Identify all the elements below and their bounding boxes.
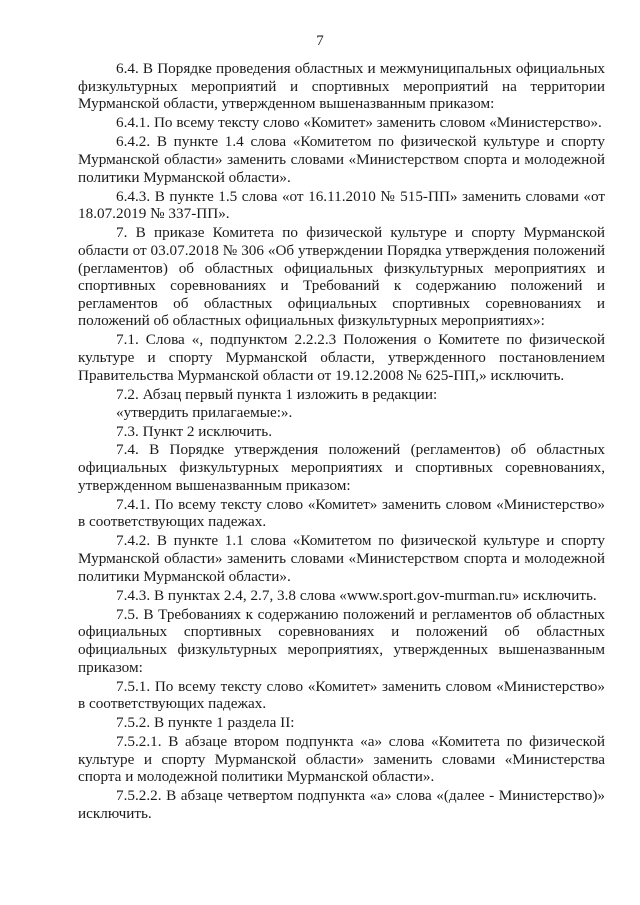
paragraph-7-4-1: 7.4.1. По всему тексту слово «Комитет» заменить словом «Министерство» в соответствующих падежах. — [78, 495, 605, 531]
paragraph-7-2-quote: «утвердить прилагаемые:». — [116, 404, 293, 422]
paragraph-6-4-2: 6.4.2. В пункте 1.4 слова «Комитетом по физической культуре и спорту Мурманской области» заменить словами «Министерством спорта и молодежной политики Мурманской области». — [78, 133, 605, 186]
paragraph-6-4-1: 6.4.1. По всему тексту слово «Комитет» заменить словом «Министерство». — [116, 114, 602, 132]
paragraph-6-4: 6.4. В Порядке проведения областных и межмуниципальных официальных физкультурных мероприятий и спортивных мероприятий на территории Мурманской области, утвержденном вышеназванным приказом: — [78, 60, 605, 113]
paragraph-6-4-3: 6.4.3. В пункте 1.5 слова «от 16.11.2010 № 515-ПП» заменить словами «от 18.07.2019 № 337-ПП». — [78, 187, 605, 223]
paragraph-7-5-2-2: 7.5.2.2. В абзаце четвертом подпункта «а» слова «(далее - Министерство)» исключить. — [78, 787, 605, 822]
paragraph-7-5: 7.5. В Требованиях к содержанию положений и регламентов об областных официальных спортивных соревнованиях и положений об областных официальных физкультурных мероприятиях, утвержденных вышеназванным приказом: — [78, 605, 605, 676]
paragraph-7-4-2: 7.4.2. В пункте 1.1 слова «Комитетом по физической культуре и спорту Мурманской области» заменить словами «Министерством спорта и молодежной политики Мурманской области». — [78, 532, 605, 585]
paragraph-7-3: 7.3. Пункт 2 исключить. — [116, 422, 272, 440]
paragraph-7-1: 7.1. Слова «, подпунктом 2.2.2.3 Положения о Комитете по физической культуре и спорту Мурманской области, утвержденного постановлением Правительства Мурманской области от 19.12.2008 № 625-ПП,» исключить. — [78, 331, 605, 384]
paragraph-7-2: 7.2. Абзац первый пункта 1 изложить в редакции: — [116, 385, 438, 403]
paragraph-7-4-3: 7.4.3. В пунктах 2.4, 2.7, 3.8 слова «www.sport.gov-murman.ru» исключить. — [116, 586, 597, 604]
paragraph-7-4: 7.4. В Порядке утверждения положений (регламентов) об областных официальных физкультурных мероприятиях и спортивных соревнованиях, утвержденном вышеназванным приказом: — [78, 441, 605, 494]
paragraph-7-5-1: 7.5.1. По всему тексту слово «Комитет» заменить словом «Министерство» в соответствующих падежах. — [78, 677, 605, 713]
paragraph-7: 7. В приказе Комитета по физической культуре и спорту Мурманской области от 03.07.2018 № 306 «Об утверждении Порядка утверждения положений (регламентов) об областных официальных физкультурных мероприятиях и спортивных соревнованиях и Требований к содержанию положений и регламентов об областных официальных спортивных соревнованиях и положений об областных официальных физкультурных мероприятиях»: — [78, 224, 605, 330]
page-number: 7 — [316, 33, 324, 49]
document-body — [78, 60, 605, 824]
paragraph-7-5-2-1: 7.5.2.1. В абзаце втором подпункта «а» слова «Комитета по физической культуре и спорту Мурманской области» заменить словами «Министерства спорта и молодежной политики Мурманской области». — [78, 732, 605, 786]
paragraph-7-5-2: 7.5.2. В пункте 1 раздела II: — [116, 714, 295, 732]
